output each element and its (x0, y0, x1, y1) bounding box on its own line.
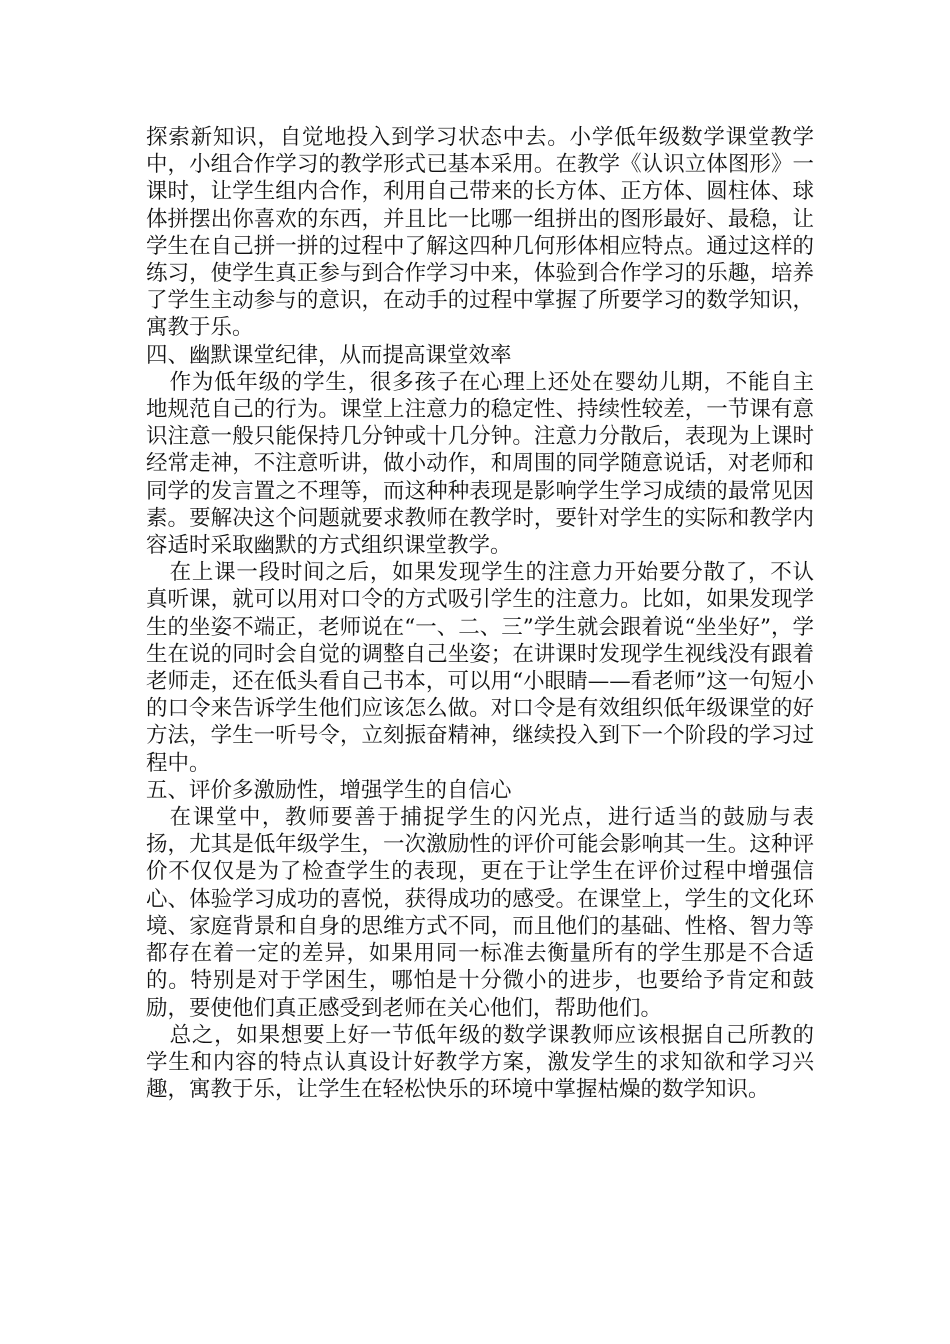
paragraph-cooperative-learning: 探索新知识，自觉地投入到学习状态中去。小学低年级数学课堂教学中，小组合作学习的教学形式已基本采用。在教学《认识立体图形》一课时，让学生组内合作，利用自己带来的长方体、正方体、圆柱体、球体拼摆出你喜欢的东西，并且比一比哪一组拼出的图形最好、最稳，让学生在自己拼一拼的过程中了解这四种几何形体相应特点。通过这样的练习，使学生真正参与到合作学习中来，体验到合作学习的乐趣，培养了学生主动参与的意识，在动手的过程中掌握了所要学习的数学知识，寓教于乐。 (146, 125, 814, 341)
paragraph-call-and-response: 在上课一段时间之后，如果发现学生的注意力开始要分散了，不认真听课，就可以用对口令的方式吸引学生的注意力。比如，如果发现学生的坐姿不端正，老师说在“一、二、三”学生就会跟着说“坐坐好”，学生在说的同时会自觉的调整自己坐姿；在讲课时发现学生视线没有跟着老师走，还在低头看自己书本，可以用“小眼睛——看老师”这一句短小的口令来告诉学生他们应该怎么做。对口令是有效组织低年级课堂的好方法，学生一听号令，立刻振奋精神，继续投入到下一个阶段的学习过程中。 (146, 560, 814, 776)
section-heading-humor-discipline: 四、幽默课堂纪律，从而提高课堂效率 (146, 342, 512, 368)
paragraph-conclusion: 总之，如果想要上好一节低年级的数学课教师应该根据自己所教的学生和内容的特点认真设计好教学方案，激发学生的求知欲和学习兴趣，寓教于乐，让学生在轻松快乐的环境中掌握枯燥的数学知识。 (146, 1022, 814, 1103)
paragraph-praise: 在课堂中，教师要善于捕捉学生的闪光点，进行适当的鼓励与表扬，尤其是低年级学生，一次激励性的评价可能会影响其一生。这种评价不仅仅是为了检查学生的表现，更在于让学生在评价过程中增强信心、体验学习成功的喜悦，获得成功的感受。在课堂上，学生的文化环境、家庭背景和自身的思维方式不同，而且他们的基础、性格、智力等都存在着一定的差异，如果用同一标准去衡量所有的学生那是不合适的。特别是对于学困生，哪怕是十分微小的进步，也要给予肯定和鼓励，要使他们真正感受到老师在关心他们，帮助他们。 (146, 805, 814, 1021)
section-heading-encouraging-evaluation: 五、评价多激励性，增强学生的自信心 (146, 777, 512, 803)
document-body (146, 124, 814, 1103)
paragraph-attention-span: 作为低年级的学生，很多孩子在心理上还处在婴幼儿期，不能自主地规范自己的行为。课堂上注意力的稳定性、持续性较差，一节课有意识注意一般只能保持几分钟或十几分钟。注意力分散后，表现为上课时经常走神，不注意听讲，做小动作，和周围的同学随意说话，对老师和同学的发言置之不理等，而这种种表现是影响学生学习成绩的最常见因素。要解决这个问题就要求教师在教学时，要针对学生的实际和教学内容适时采取幽默的方式组织课堂教学。 (146, 369, 814, 559)
